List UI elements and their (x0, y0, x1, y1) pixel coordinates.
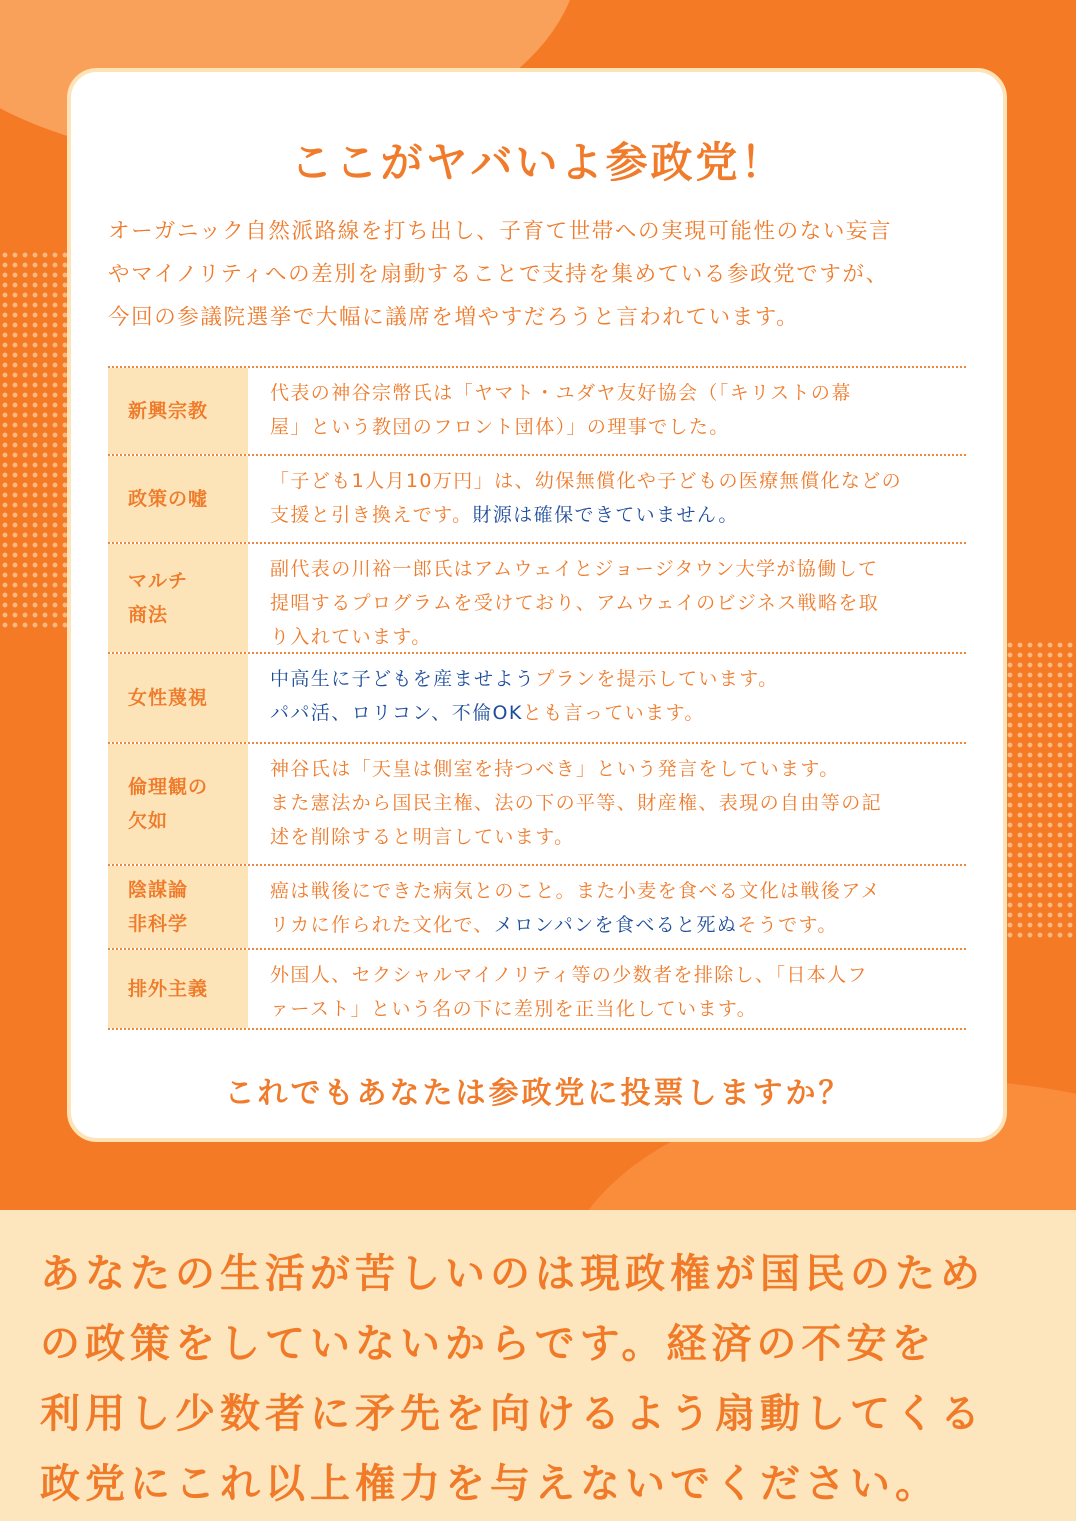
issue-category (108, 368, 248, 454)
issue-category (108, 744, 248, 864)
issue-line (270, 752, 966, 786)
issue-line (270, 820, 966, 854)
issue-category-text: 欠如 (128, 810, 169, 832)
issue-text: リカに作られた文化で、 (270, 914, 494, 936)
footer-banner (0, 1210, 1076, 1521)
issue-text: 癌は戦後にできた病気とのこと。また小麦を食べる文化は戦後アメ (270, 880, 881, 902)
issue-description (270, 958, 966, 1026)
issue-description (270, 752, 966, 854)
issue-line (270, 586, 966, 620)
highlight-text: メロンパンを食べると死ぬ (493, 914, 738, 936)
issue-category-text: 陰謀論 (128, 879, 189, 901)
intro-line: オーガニック自然派路線を打ち出し、子育て世帯への実現可能性のない妄言 (108, 219, 893, 244)
closing-question: これでもあなたは参政党に投票しますか？ (224, 1076, 852, 1111)
issue-text: そうです。 (737, 914, 838, 936)
intro-line: 今回の参議院選挙で大幅に議席を増やすだろうと言われています。 (108, 305, 800, 330)
issue-text: 提唱するプログラムを受けており、アムウェイのビジネス戦略を取 (270, 592, 880, 614)
issue-text: 屋」という教団のフロント団体）」の理事でした。 (270, 416, 730, 438)
issue-row (108, 542, 966, 652)
issue-description (270, 464, 966, 532)
issue-text: 神谷氏は「天皇は側室を持つべき」という発言をしています。 (270, 758, 840, 780)
page-title: ここがヤバいよ参政党！ (290, 138, 786, 187)
intro-paragraph (108, 210, 968, 339)
issue-row (108, 652, 966, 742)
footer-line: の政策をしていないからです。経済の不安を (40, 1321, 937, 1367)
issue-description (270, 552, 966, 654)
issue-category-text: 女性蔑視 (128, 687, 209, 709)
issue-category (108, 544, 248, 652)
issue-line (270, 874, 966, 908)
issue-text: 代表の神谷宗幣氏は「ヤマト・ユダヤ友好協会（「キリストの幕 (270, 382, 852, 404)
issue-row (108, 742, 966, 864)
issue-text: プランを提示しています。 (535, 668, 779, 690)
issue-category-text: 政策の嘘 (128, 488, 209, 510)
footer-line: あなたの生活が苦しいのは現政権が国民のため (40, 1251, 985, 1297)
issue-line (270, 908, 966, 942)
issue-category (108, 866, 248, 948)
issue-description (270, 376, 966, 444)
issue-text: とも言っています。 (522, 702, 705, 724)
intro-line: やマイノリティへの差別を扇動することで支持を集めている参政党ですが、 (108, 262, 889, 287)
issue-line (270, 786, 966, 820)
issue-category (108, 654, 248, 742)
issue-category-text: 商法 (128, 604, 169, 626)
issue-description (270, 662, 966, 730)
issue-line (270, 958, 966, 992)
issue-row (108, 366, 966, 454)
issue-category-text: マルチ (128, 570, 189, 592)
highlight-text: 中高生に子どもを産ませよう (270, 668, 536, 690)
highlight-text: 財源は確保できていません。 (472, 504, 739, 526)
issue-line (270, 410, 966, 444)
issue-category (108, 456, 248, 542)
issue-row (108, 864, 966, 948)
issues-table (108, 366, 966, 1030)
issue-line (270, 376, 966, 410)
issue-category-text: 倫理観の (128, 776, 209, 798)
dot-pattern-right (1005, 640, 1076, 940)
issue-line (270, 620, 966, 654)
issue-line (270, 552, 966, 586)
issue-description (270, 874, 966, 942)
issue-row (108, 454, 966, 542)
footer-line: 政党にこれ以上権力を与えないでください。 (40, 1461, 940, 1507)
issue-text: また憲法から国民主権、法の下の平等、財産権、表現の自由等の記 (270, 792, 883, 814)
issue-text: 「子ども1人月10万円」は、幼保無償化や子どもの医療無償化などの (270, 470, 903, 492)
issue-category-text: 新興宗教 (128, 400, 209, 422)
issue-row (108, 948, 966, 1030)
dot-pattern-left (0, 250, 75, 630)
issue-text: 副代表の川裕一郎氏はアムウェイとジョージタウン大学が協働して (270, 558, 879, 580)
issue-category (108, 950, 248, 1028)
issue-line (270, 498, 966, 532)
issue-line (270, 662, 966, 696)
highlight-text: パパ活、ロリコン、不倫OK (270, 702, 523, 724)
issue-category-text: 非科学 (128, 913, 189, 935)
issue-line (270, 696, 966, 730)
issue-line (270, 992, 966, 1026)
issue-text: り入れています。 (270, 626, 432, 648)
issue-line (270, 464, 966, 498)
issue-text: ァースト」という名の下に差別を正当化しています。 (270, 998, 758, 1020)
issue-text: 外国人、セクシャルマイノリティ等の少数者を排除し、「日本人フ (270, 964, 868, 986)
issue-text: 述を削除すると明言しています。 (270, 826, 575, 848)
issue-category-text: 排外主義 (128, 978, 209, 1000)
footer-line: 利用し少数者に矛先を向けるよう扇動してくる (40, 1391, 985, 1437)
issue-text: 支援と引き換えです。 (270, 504, 473, 526)
